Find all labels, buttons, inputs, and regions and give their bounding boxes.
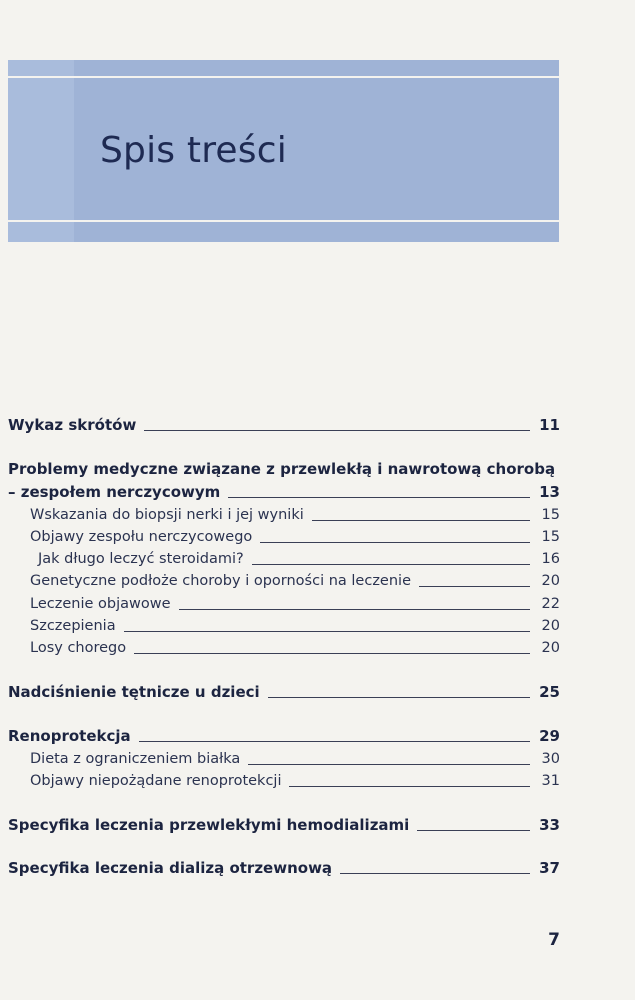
toc-entry-zespol-nerczycowy[interactable] [8, 481, 560, 501]
toc-entry-page: 20 [541, 618, 560, 634]
banner-bottom-rule [8, 220, 559, 222]
toc-entry-page: 33 [539, 816, 560, 834]
toc-entry-title: Wykaz skrótów [8, 416, 137, 434]
toc-entry-renoprotekcja[interactable] [8, 725, 560, 745]
dot-leader [228, 497, 530, 498]
dot-leader [419, 586, 530, 587]
toc-entry-dializa-otrzewnowa[interactable] [8, 857, 560, 877]
header-banner [8, 60, 559, 242]
toc-entry-title: Objawy niepożądane renoprotekcji [30, 773, 282, 789]
toc-entry-szczepienia[interactable] [8, 615, 560, 635]
banner-left-strip [8, 60, 74, 242]
toc-entry-dieta[interactable] [8, 748, 560, 768]
toc-entry-page: 31 [541, 773, 560, 789]
toc-entry-losy-chorego[interactable] [8, 637, 560, 657]
dot-leader [252, 564, 530, 565]
toc-entry-title: Genetyczne podłoże choroby i oporności na leczenie [30, 573, 411, 589]
dot-leader [340, 873, 530, 874]
toc-entry-objawy-niepozadane[interactable] [8, 770, 560, 790]
toc-entry-steroidy[interactable] [8, 548, 560, 568]
toc-entry-problemy-line1[interactable]: Problemy medyczne związane z przewlekłą i nawrotową chorobą [8, 460, 556, 478]
toc-entry-title: Losy chorego [30, 640, 127, 656]
dot-leader [289, 786, 530, 787]
toc-entry-title: Szczepienia [30, 618, 116, 634]
toc-entry-page: 22 [541, 596, 560, 612]
toc-entry-genetyka[interactable] [8, 570, 560, 590]
toc-entry-objawy[interactable] [8, 526, 560, 546]
toc-entry-title: Objawy zespołu nerczycowego [30, 529, 253, 545]
toc-entry-title: Wskazania do biopsji nerki i jej wyniki [30, 507, 304, 523]
toc-entry-wykaz-skrotow[interactable] [8, 414, 560, 434]
dot-leader [312, 520, 530, 521]
dot-leader [248, 764, 530, 765]
toc-entry-page: 25 [539, 683, 560, 701]
toc-entry-page: 37 [539, 859, 560, 877]
page-title: Spis treści [100, 130, 287, 171]
toc-entry-title: Leczenie objawowe [30, 596, 171, 612]
toc-entry-page: 11 [539, 416, 560, 434]
toc-entry-page: 16 [541, 551, 560, 567]
toc-entry-page: 29 [539, 727, 560, 745]
toc-entry-page: 20 [541, 573, 560, 589]
toc-entry-hemodializy[interactable] [8, 814, 560, 834]
dot-leader [268, 697, 530, 698]
toc-entry-nadcisnienie[interactable] [8, 681, 560, 701]
toc-entry-leczenie-objawowe[interactable] [8, 593, 560, 613]
toc-entry-title: Dieta z ograniczeniem białka [30, 751, 241, 767]
toc-entry-title: Renoprotekcja [8, 727, 131, 745]
dot-leader [260, 542, 530, 543]
dot-leader [139, 741, 530, 742]
toc-entry-page: 15 [541, 507, 560, 523]
dot-leader [124, 631, 530, 632]
toc-entry-page: 30 [541, 751, 560, 767]
toc-entry-title: Specyfika leczenia przewlekłymi hemodializami [8, 816, 410, 834]
dot-leader [144, 430, 530, 431]
banner-top-rule [8, 76, 559, 78]
toc-entry-page: 20 [541, 640, 560, 656]
dot-leader [179, 609, 531, 610]
dot-leader [134, 653, 530, 654]
toc-entry-title: – zespołem nerczycowym [8, 483, 221, 501]
toc-entry-page: 15 [541, 529, 560, 545]
toc-entry-biopsja[interactable] [8, 504, 560, 524]
page-number: 7 [548, 930, 560, 950]
dot-leader [417, 830, 530, 831]
toc-entry-page: 13 [539, 483, 560, 501]
toc-entry-title: Specyfika leczenia dializą otrzewnową [8, 859, 333, 877]
toc-entry-title: Nadciśnienie tętnicze u dzieci [8, 683, 260, 701]
toc-entry-title: Jak długo leczyć steroidami? [38, 551, 244, 567]
